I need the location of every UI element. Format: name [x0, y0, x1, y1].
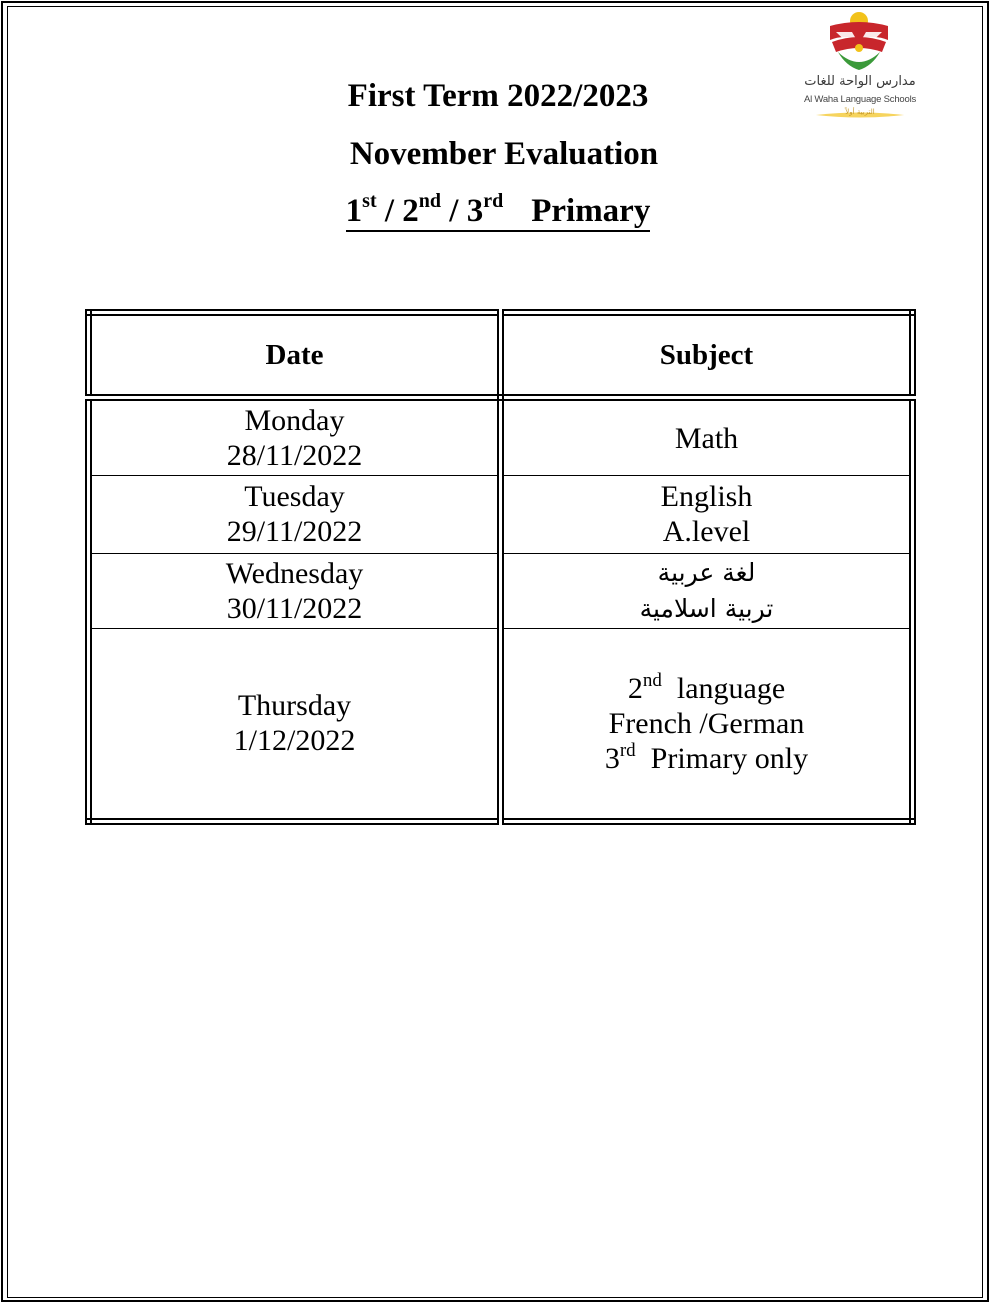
table-header-row [89, 313, 913, 398]
table-row [89, 628, 913, 821]
date-cell: Monday 28/11/2022 [89, 398, 501, 476]
date-cell: Thursday 1/12/2022 [89, 628, 501, 821]
table-row [89, 553, 913, 628]
date-cell: Tuesday 29/11/2022 [89, 476, 501, 553]
date-cell: Wednesday 30/11/2022 [89, 553, 501, 628]
term-title: First Term 2022/2023 [347, 78, 649, 114]
subject-cell: English A.level [501, 476, 913, 553]
subject-cell: 2nd language French /German 3rd Primary only [501, 628, 913, 821]
table-row [89, 398, 913, 476]
exam-schedule-table [85, 309, 916, 825]
evaluation-title: November Evaluation [349, 136, 659, 172]
subject-cell: لغة عربية تربية اسلامية [501, 553, 913, 628]
header-subject: Subject [501, 313, 913, 398]
logo-name-arabic: مدارس الواحة للغات [804, 74, 916, 89]
table-row [89, 476, 913, 553]
logo-tagline: التربية أولاً [845, 108, 875, 116]
grades-title: 1st / 2nd / 3rd Primary [0, 193, 992, 232]
header-date: Date [89, 313, 501, 398]
school-emblem-icon [802, 10, 918, 74]
subject-cell: Math [501, 398, 913, 476]
logo-name-english: Al Waha Language Schools [803, 94, 917, 105]
